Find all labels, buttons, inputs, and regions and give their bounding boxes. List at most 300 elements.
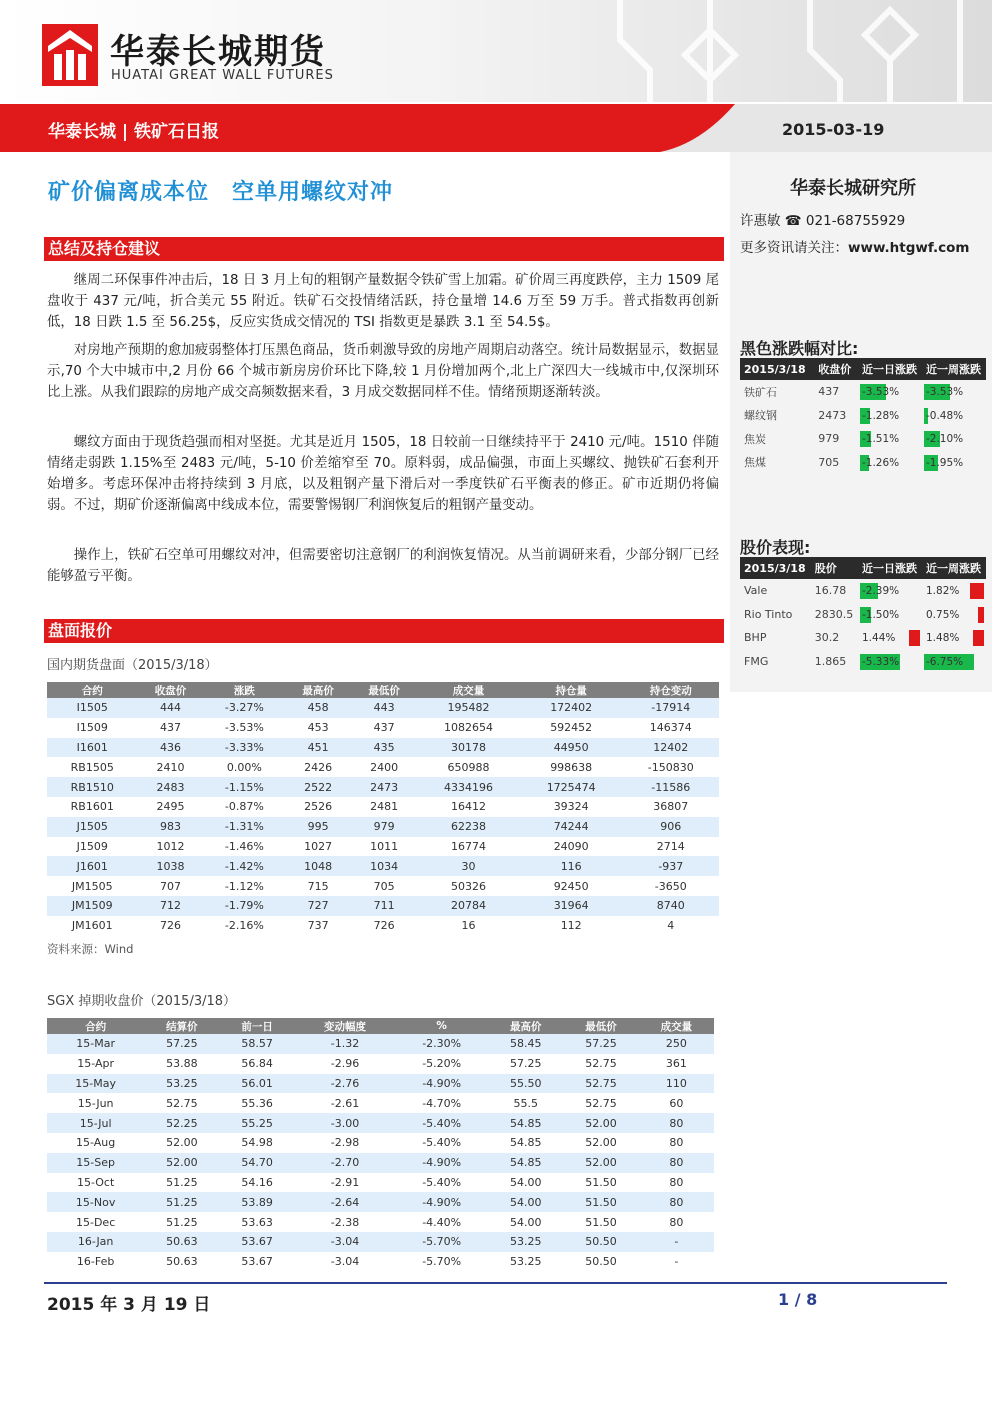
domestic-cell: 30178 xyxy=(417,738,520,758)
sgx-cell: 57.25 xyxy=(563,1034,638,1054)
domestic-cell: 726 xyxy=(160,919,182,933)
domestic-cell: 92450 xyxy=(553,879,589,893)
sgx-cell: 15-Nov xyxy=(47,1192,144,1212)
domestic-cell: JM1509 xyxy=(47,896,138,916)
stock-row xyxy=(740,650,986,674)
stock-header-cell: 股价 xyxy=(811,557,858,579)
domestic-cell: JM1505 xyxy=(71,879,113,893)
sgx-cell: 15-Jun xyxy=(77,1096,114,1110)
black-change-label: -3.53% xyxy=(926,386,964,399)
sgx-cell: 53.89 xyxy=(220,1192,295,1212)
sgx-cell: 53.25 xyxy=(144,1074,219,1094)
domestic-cell: -1.31% xyxy=(204,817,286,837)
sgx-cell: 80 xyxy=(639,1153,714,1173)
sgx-cell: 51.25 xyxy=(166,1215,198,1229)
domestic-cell: 4334196 xyxy=(417,777,520,797)
analyst-phone: 021-68755929 xyxy=(805,213,906,229)
sgx-swap-table xyxy=(47,1018,714,1272)
domestic-cell: 444 xyxy=(138,698,204,718)
domestic-cell: 1082654 xyxy=(443,721,493,735)
sgx-cell: 52.75 xyxy=(585,1096,617,1110)
domestic-cell: 8740 xyxy=(623,896,719,916)
sgx-cell: 15-Jul xyxy=(47,1113,144,1133)
domestic-cell: 36807 xyxy=(653,800,689,814)
stock-row xyxy=(740,579,986,603)
black-header-cell: 近一日涨跌 xyxy=(858,358,922,380)
domestic-cell: 726 xyxy=(373,919,395,933)
black-change-cell xyxy=(858,451,922,475)
sgx-cell: 16-Feb xyxy=(76,1255,115,1269)
stock-change-label: 1.48% xyxy=(926,632,960,645)
black-change-cell xyxy=(858,427,922,451)
domestic-cell: 437 xyxy=(160,721,182,735)
domestic-cell: 172402 xyxy=(520,698,623,718)
domestic-row xyxy=(47,837,719,857)
domestic-cell: J1505 xyxy=(47,817,138,837)
report-title: 矿价偏离成本位 空单用螺纹对冲 xyxy=(48,180,394,205)
stock-change-label: 1.44% xyxy=(862,632,896,645)
domestic-cell: 31964 xyxy=(520,896,623,916)
sgx-row xyxy=(47,1153,714,1173)
domestic-row xyxy=(47,916,719,936)
black-change-label: -1.28% xyxy=(862,409,900,422)
stock-name-cell: BHP xyxy=(744,631,767,645)
domestic-cell: 1034 xyxy=(351,856,417,876)
black-change-label: -2.10% xyxy=(926,433,964,446)
sgx-header-cell: 合约 xyxy=(47,1018,144,1034)
report-series-label: 华泰长城 | 铁矿石日报 xyxy=(48,122,220,142)
sgx-cell: 55.50 xyxy=(488,1074,563,1094)
domestic-cell: 2483 xyxy=(138,777,204,797)
stock-change-cell xyxy=(922,579,986,603)
sgx-cell: 52.00 xyxy=(563,1153,638,1173)
domestic-header-cell: 涨跌 xyxy=(204,682,286,698)
black-name-cell: 螺纹钢 xyxy=(744,409,777,423)
sgx-cell: 54.85 xyxy=(510,1136,542,1150)
domestic-header-cell: 收盘价 xyxy=(138,682,204,698)
black-change-label: -0.48% xyxy=(926,409,964,422)
domestic-cell: RB1601 xyxy=(70,800,114,814)
sgx-cell: 60 xyxy=(669,1096,684,1110)
black-close-cell: 2473 xyxy=(818,408,847,422)
sgx-row xyxy=(47,1252,714,1272)
domestic-header-cell: 最低价 xyxy=(351,682,417,698)
domestic-cell: 453 xyxy=(307,721,329,735)
domestic-cell: 4 xyxy=(667,919,675,933)
domestic-cell: 707 xyxy=(160,879,182,893)
domestic-cell: 1012 xyxy=(156,839,185,853)
sgx-cell: 54.85 xyxy=(488,1153,563,1173)
sgx-cell: 55.25 xyxy=(220,1113,295,1133)
sgx-cell: 52.75 xyxy=(563,1074,638,1094)
domestic-cell: -3.53% xyxy=(224,721,264,735)
domestic-row xyxy=(47,777,719,797)
sgx-cell: -4.70% xyxy=(422,1096,462,1110)
domestic-cell: 74244 xyxy=(520,817,623,837)
domestic-cell: -1.42% xyxy=(204,856,286,876)
brand-name-en: HUATAI GREAT WALL FUTURES xyxy=(111,68,334,83)
black-close-cell: 979 xyxy=(818,432,840,446)
stock-change-bar xyxy=(970,583,984,599)
domestic-cell: 712 xyxy=(138,896,204,916)
black-change-label: -1.51% xyxy=(862,433,900,446)
sgx-cell: -2.96 xyxy=(330,1057,360,1071)
domestic-cell: 2400 xyxy=(370,760,399,774)
sgx-cell: 53.25 xyxy=(488,1232,563,1252)
domestic-cell: I1505 xyxy=(47,698,138,718)
sgx-row xyxy=(47,1093,714,1113)
black-change-cell xyxy=(922,427,986,451)
stock-table xyxy=(740,557,986,673)
stock-header-cell: 近一周涨跌 xyxy=(922,557,986,579)
sgx-cell: 58.45 xyxy=(488,1034,563,1054)
sgx-cell: 52.00 xyxy=(166,1136,198,1150)
domestic-cell: JM1601 xyxy=(71,919,113,933)
sgx-table-caption: SGX 掉期收盘价（2015/3/18） xyxy=(47,994,237,1009)
sgx-cell: -2.70 xyxy=(295,1153,395,1173)
domestic-cell: 2526 xyxy=(304,800,333,814)
black-header-cell: 近一周涨跌 xyxy=(922,358,986,380)
domestic-cell: -11586 xyxy=(623,777,719,797)
stock-row xyxy=(740,626,986,650)
sgx-cell: 54.00 xyxy=(488,1192,563,1212)
sgx-cell: -4.90% xyxy=(395,1074,488,1094)
black-change-label: -3.53% xyxy=(862,386,900,399)
domestic-cell: 0.00% xyxy=(226,760,262,774)
sgx-cell: 57.25 xyxy=(510,1057,542,1071)
stock-change-label: 0.75% xyxy=(926,608,960,621)
sgx-cell: -2.98 xyxy=(330,1136,360,1150)
black-name-cell: 焦炭 xyxy=(744,432,766,446)
stock-change-label: -6.75% xyxy=(926,655,964,668)
domestic-cell: RB1510 xyxy=(47,777,138,797)
sgx-row xyxy=(47,1074,714,1094)
sgx-cell: 52.00 xyxy=(563,1113,638,1133)
stock-close-cell: 16.78 xyxy=(814,584,847,598)
domestic-cell: I1509 xyxy=(76,721,108,735)
domestic-cell: 16 xyxy=(461,919,476,933)
stock-change-bar xyxy=(909,630,920,646)
domestic-cell: 195482 xyxy=(417,698,520,718)
sgx-row xyxy=(47,1034,714,1054)
domestic-cell: -3.27% xyxy=(204,698,286,718)
black-compare-table xyxy=(740,358,986,474)
stock-change-cell xyxy=(858,579,922,603)
domestic-cell: 44950 xyxy=(520,738,623,758)
sgx-cell: - xyxy=(674,1255,679,1269)
sgx-cell: 56.84 xyxy=(241,1057,273,1071)
domestic-cell: 50326 xyxy=(450,879,486,893)
sgx-cell: 50.50 xyxy=(585,1255,617,1269)
sgx-cell: 51.50 xyxy=(585,1215,617,1229)
sgx-header-cell: % xyxy=(395,1018,488,1034)
sgx-cell: 54.00 xyxy=(510,1215,542,1229)
analyst-contact xyxy=(740,209,905,229)
sgx-cell: 53.88 xyxy=(166,1057,198,1071)
sgx-cell: 56.01 xyxy=(220,1074,295,1094)
domestic-cell: -2.16% xyxy=(224,919,264,933)
website-link[interactable]: www.htgwf.com xyxy=(848,240,970,256)
domestic-cell: 1048 xyxy=(285,856,351,876)
analyst-name: 许惠敏 xyxy=(740,213,781,229)
sgx-cell: 58.57 xyxy=(220,1034,295,1054)
sgx-cell: 54.70 xyxy=(220,1153,295,1173)
domestic-cell: 592452 xyxy=(550,721,593,735)
domestic-cell: 979 xyxy=(351,817,417,837)
domestic-cell: 436 xyxy=(138,738,204,758)
sgx-cell: 80 xyxy=(669,1215,684,1229)
section-quotes-heading: 盘面报价 xyxy=(44,619,724,643)
black-row xyxy=(740,404,986,428)
domestic-cell: 24090 xyxy=(553,839,589,853)
black-compare-title: 黑色涨跌幅对比: xyxy=(740,339,859,358)
stock-header-cell: 近一日涨跌 xyxy=(858,557,922,579)
domestic-cell: 983 xyxy=(138,817,204,837)
sgx-cell: 54.98 xyxy=(241,1136,273,1150)
stock-change-bar xyxy=(978,607,984,623)
black-close-cell: 705 xyxy=(818,455,840,469)
domestic-cell: 451 xyxy=(285,738,351,758)
phone-icon: ☎ xyxy=(784,213,802,229)
black-header-cell: 收盘价 xyxy=(814,358,858,380)
domestic-cell: 116 xyxy=(520,856,623,876)
sgx-cell: -2.64 xyxy=(295,1192,395,1212)
company-logo-icon xyxy=(42,24,98,86)
domestic-cell: RB1505 xyxy=(70,760,114,774)
sgx-cell: -1.32 xyxy=(295,1034,395,1054)
sgx-cell: -4.90% xyxy=(395,1192,488,1212)
data-source: 资料来源：Wind xyxy=(47,942,134,956)
domestic-header-cell: 持仓量 xyxy=(520,682,623,698)
sgx-cell: -5.40% xyxy=(422,1136,462,1150)
sgx-row xyxy=(47,1054,714,1074)
sgx-cell: 110 xyxy=(639,1074,714,1094)
sgx-cell: -5.70% xyxy=(422,1255,462,1269)
domestic-cell: 20784 xyxy=(417,896,520,916)
black-change-label: -1.26% xyxy=(862,456,900,469)
domestic-cell: -0.87% xyxy=(224,800,264,814)
domestic-cell: 737 xyxy=(307,919,329,933)
domestic-cell: 16412 xyxy=(450,800,486,814)
stock-close-cell: 1.865 xyxy=(814,654,847,668)
domestic-cell: 715 xyxy=(307,879,329,893)
domestic-cell: I1601 xyxy=(47,738,138,758)
black-name-cell: 焦煤 xyxy=(744,456,766,470)
domestic-cell: 2714 xyxy=(656,839,685,853)
domestic-cell: 435 xyxy=(351,738,417,758)
domestic-cell: 727 xyxy=(285,896,351,916)
summary-paragraph-1: 继周二环保事件冲击后，18 日 3 月上旬的粗钢产量数据令铁矿雪上加霜。矿价周三再度跌停，主力 1509 尾盘收于 437 元/吨，折合美元 55 附近。铁矿石交投情绪活跃，持仓量增 14.6 万至 59 万手。普式指数再创新低，18 日跌 1.5 至 56.25$，反应实货成交情况的 TSI 指数更是暴跌 3.1 至 54.5$。 xyxy=(47,273,719,330)
sgx-cell: 50.63 xyxy=(144,1232,219,1252)
more-info xyxy=(740,236,970,256)
sgx-cell: 15-Apr xyxy=(77,1057,115,1071)
sgx-cell: 52.75 xyxy=(166,1096,198,1110)
domestic-cell: 16774 xyxy=(450,839,486,853)
domestic-header-cell: 合约 xyxy=(47,682,138,698)
sgx-row xyxy=(47,1133,714,1153)
sgx-cell: -3.00 xyxy=(295,1113,395,1133)
page-number: 1 / 8 xyxy=(778,1290,818,1309)
stock-change-cell xyxy=(922,603,986,627)
footer-date: 2015 年 3 月 19 日 xyxy=(47,1295,211,1315)
domestic-cell: 1027 xyxy=(304,839,333,853)
stock-change-cell xyxy=(858,626,922,650)
domestic-cell: -1.79% xyxy=(204,896,286,916)
sgx-cell: -5.40% xyxy=(395,1113,488,1133)
sgx-cell: 250 xyxy=(639,1034,714,1054)
sgx-cell: -2.30% xyxy=(395,1034,488,1054)
sgx-row xyxy=(47,1232,714,1252)
sgx-cell: 80 xyxy=(639,1113,714,1133)
stock-change-cell xyxy=(922,626,986,650)
sgx-cell: 54.00 xyxy=(510,1175,542,1189)
domestic-cell: -3.33% xyxy=(204,738,286,758)
domestic-cell: -150830 xyxy=(647,760,694,774)
domestic-cell: 2522 xyxy=(285,777,351,797)
sgx-header-cell: 变动幅度 xyxy=(295,1018,395,1034)
stock-change-label: 1.82% xyxy=(926,585,960,598)
domestic-cell: 39324 xyxy=(553,800,589,814)
black-header-cell: 2015/3/18 xyxy=(740,358,814,380)
domestic-cell: 711 xyxy=(351,896,417,916)
sgx-cell: -5.40% xyxy=(422,1175,462,1189)
summary-paragraph-3: 螺纹方面由于现货趋强而相对坚挺。尤其是近月 1505，18 日较前一日继续持平于 2410 元/吨。1510 伴随情绪走弱跌 1.15%至 2483 元/吨，5-10 价差缩窄至 70。原料弱，成品偏强，市面上买螺纹、抛铁矿石套利开始增多。考虑环保冲击将持续到 3 月底，以及粗钢产量下滑后对一季度铁矿石平衡表的修正。矿市近期仍将偏弱。不过，期矿价逐渐偏离中线成本位，需要警惕钢厂利润恢复后的粗钢产量变动。 xyxy=(47,435,719,513)
domestic-row xyxy=(47,698,719,718)
domestic-row xyxy=(47,738,719,758)
summary-paragraph-2: 对房地产预期的愈加疲弱整体打压黑色商品，货币刺激导致的房地产周期启动落空。统计局数据显示，数据显示,70 个大中城市中,2 月份 66 个城市新房房价环比下降,较 1 月份增加两个,北上广深四大一线城市中,仅深圳环比上涨。从我们跟踪的房地产成交高频数据来看，3 月成交数据同样不佳。情绪预期逐渐转淡。 xyxy=(47,343,719,400)
domestic-row xyxy=(47,718,719,738)
stock-name-cell: Rio Tinto xyxy=(744,607,793,621)
sgx-row xyxy=(47,1192,714,1212)
domestic-cell: 437 xyxy=(373,721,395,735)
sgx-cell: -2.76 xyxy=(295,1074,395,1094)
domestic-cell: 62238 xyxy=(417,817,520,837)
domestic-cell: 1038 xyxy=(138,856,204,876)
sgx-cell: -3.04 xyxy=(330,1255,360,1269)
sgx-cell: 54.16 xyxy=(241,1175,273,1189)
domestic-cell: 2481 xyxy=(370,800,399,814)
institute-name: 华泰长城研究所 xyxy=(790,178,916,199)
domestic-cell: 2426 xyxy=(304,760,333,774)
domestic-cell: 998638 xyxy=(550,760,593,774)
domestic-cell: J1509 xyxy=(76,839,108,853)
sgx-cell: 50.50 xyxy=(563,1232,638,1252)
stock-change-cell xyxy=(858,603,922,627)
stock-change-cell xyxy=(858,650,922,674)
domestic-cell: 146374 xyxy=(649,721,692,735)
stock-change-label: -5.33% xyxy=(862,655,900,668)
domestic-cell: J1601 xyxy=(47,856,138,876)
stock-row xyxy=(740,603,986,627)
sgx-cell: -4.40% xyxy=(422,1215,462,1229)
sgx-cell: 15-Aug xyxy=(76,1136,116,1150)
black-change-cell xyxy=(858,404,922,428)
sgx-cell: 53.67 xyxy=(241,1255,273,1269)
sgx-cell: 15-May xyxy=(47,1074,144,1094)
domestic-cell: -937 xyxy=(623,856,719,876)
black-change-cell xyxy=(922,404,986,428)
domestic-futures-table xyxy=(47,682,719,936)
sgx-cell: 55.5 xyxy=(513,1096,539,1110)
sgx-cell: - xyxy=(639,1232,714,1252)
domestic-cell: 705 xyxy=(373,879,395,893)
domestic-cell: -1.15% xyxy=(204,777,286,797)
sgx-cell: 52.00 xyxy=(585,1136,617,1150)
sgx-header-cell: 最高价 xyxy=(488,1018,563,1034)
stock-title: 股价表现: xyxy=(740,538,811,557)
black-row xyxy=(740,380,986,404)
sgx-header-cell: 成交量 xyxy=(639,1018,714,1034)
domestic-table-caption: 国内期货盘面（2015/3/18） xyxy=(47,658,218,673)
stock-change-label: -2.39% xyxy=(862,585,900,598)
stock-change-label: -1.50% xyxy=(862,608,900,621)
stock-name-cell: FMG xyxy=(744,654,769,668)
sgx-cell: 54.85 xyxy=(488,1113,563,1133)
domestic-header-cell: 持仓变动 xyxy=(623,682,719,698)
domestic-row xyxy=(47,876,719,896)
sgx-cell: 53.25 xyxy=(510,1255,542,1269)
domestic-cell: -3650 xyxy=(654,879,687,893)
sgx-cell: -5.20% xyxy=(422,1057,462,1071)
sgx-cell: 15-Oct xyxy=(76,1175,115,1189)
sgx-cell: 80 xyxy=(669,1136,684,1150)
domestic-row xyxy=(47,856,719,876)
domestic-cell: 2410 xyxy=(156,760,185,774)
sgx-cell: -4.90% xyxy=(395,1153,488,1173)
domestic-header-cell: 成交量 xyxy=(417,682,520,698)
sgx-cell: 361 xyxy=(665,1057,687,1071)
domestic-cell: 458 xyxy=(285,698,351,718)
stock-header-cell: 2015/3/18 xyxy=(740,557,811,579)
more-info-label: 更多资讯请关注： xyxy=(740,240,848,256)
sgx-cell: 53.63 xyxy=(241,1215,273,1229)
sgx-cell: 57.25 xyxy=(144,1034,219,1054)
sgx-cell: -5.70% xyxy=(395,1232,488,1252)
domestic-cell: 1011 xyxy=(370,839,399,853)
domestic-cell: 112 xyxy=(560,919,582,933)
domestic-row xyxy=(47,817,719,837)
sgx-cell: -2.91 xyxy=(330,1175,360,1189)
domestic-cell: -1.12% xyxy=(224,879,264,893)
domestic-cell: -17914 xyxy=(623,698,719,718)
sgx-cell: 51.50 xyxy=(563,1192,638,1212)
stock-change-bar xyxy=(973,630,984,646)
sgx-cell: 55.36 xyxy=(241,1096,273,1110)
stock-name-cell: Vale xyxy=(744,584,768,598)
black-close-cell: 437 xyxy=(818,385,840,399)
sgx-cell: 51.25 xyxy=(144,1192,219,1212)
domestic-cell: 906 xyxy=(623,817,719,837)
domestic-cell: 995 xyxy=(285,817,351,837)
sgx-cell: 15-Dec xyxy=(76,1215,116,1229)
sgx-cell: 80 xyxy=(669,1175,684,1189)
domestic-cell: 30 xyxy=(417,856,520,876)
sgx-header-cell: 前一日 xyxy=(220,1018,295,1034)
sgx-cell: 52.25 xyxy=(144,1113,219,1133)
sgx-cell: 15-Mar xyxy=(47,1034,144,1054)
sgx-row xyxy=(47,1173,714,1193)
sgx-cell: -2.61 xyxy=(330,1096,360,1110)
sgx-header-cell: 最低价 xyxy=(563,1018,638,1034)
summary-paragraph-4: 操作上，铁矿石空单可用螺纹对冲，但需要密切注意钢厂的利润恢复情况。从当前调研来看，少部分钢厂已经能够盈亏平衡。 xyxy=(47,548,719,584)
domestic-cell: 2473 xyxy=(351,777,417,797)
black-name-cell: 铁矿石 xyxy=(744,385,777,399)
black-change-cell xyxy=(922,380,986,404)
black-row xyxy=(740,451,986,475)
report-date: 2015-03-19 xyxy=(782,120,885,139)
sgx-row xyxy=(47,1212,714,1232)
header-decoration xyxy=(560,0,992,102)
